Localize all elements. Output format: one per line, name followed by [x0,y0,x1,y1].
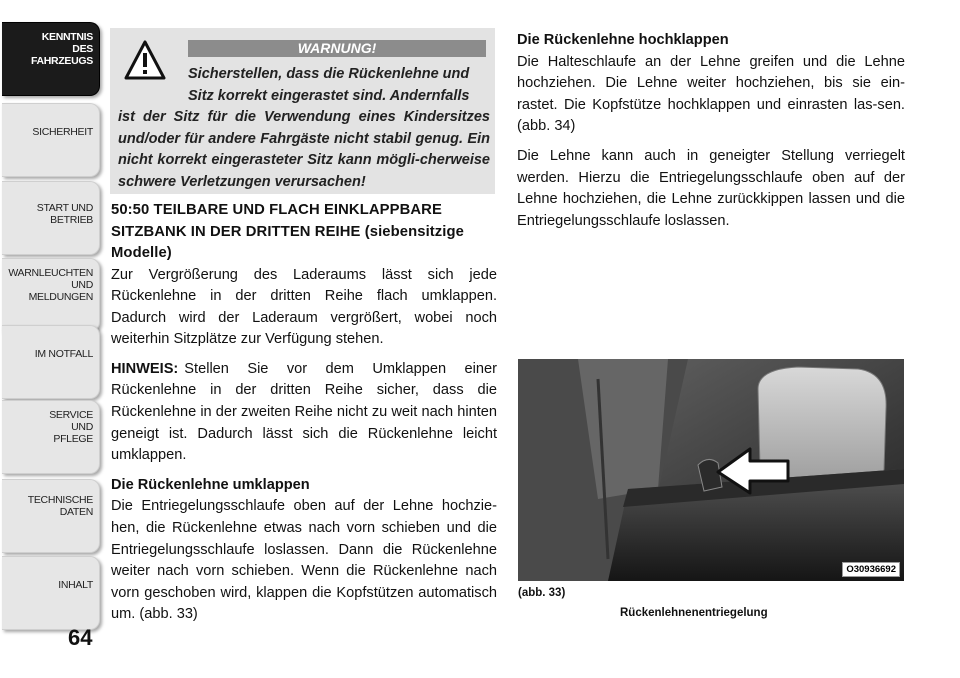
seat-release-photo [518,359,904,581]
hinweis-label: HINWEIS: [111,360,179,377]
photo-code: O30936692 [842,562,900,577]
tab-label: SERVICE UND PFLEGE [49,409,93,445]
tab-sicherheit[interactable] [2,103,100,177]
tab-service-und-pflege[interactable] [2,400,100,474]
tab-label: START UND BETRIEB [36,202,93,226]
tab-inhalt[interactable] [2,556,100,630]
hinweis-paragraph [111,359,497,467]
hinweis-text: Stellen Sie vor dem Umklappen einer Rückenlehne in der dritten Reihe sicher, dass die Rückenlehne in der zweiten Reihe nicht zu weit nach hinten geneigt ist. Dadurch lässt sich die Rückenlehne leicht umklappen. [111,360,497,464]
tab-label: SICHERHEIT [32,126,93,138]
warning-rest: ist der Sitz für die Verwendung eines Kindersitzes und/oder für andere Fahrgäste nicht stabil genug. Ein nicht korrekt eingerasteter Sitz kann mögli-cherweise schwere Verletzungen verursachen! [118,109,490,190]
tab-label: WARNLEUCHTEN UND MELDUNGEN [8,267,93,303]
figure-caption: Rückenlehnenentriegelung [620,607,768,619]
warning-line-2: Sitz korrekt eingerastet sind. Andernfalls [188,87,470,104]
warning-header: WARNUNG! [188,40,486,57]
fold-paragraph: Die Entriegelungsschlaufe oben auf der Lehne hochzie-hen, die Rückenlehne etwas nach vorn schieben und die Entriegelungsschlaufe loslassen. Dann die Rückenlehne weiter nach vorn schieben. Wenn die Rückenlehne nach vorn geschoben wird, klappen die Kopfstützen automatisch um. (abb. 33) [111,498,497,623]
tab-label: TECHNISCHE DATEN [27,494,93,518]
tab-label: INHALT [58,579,93,591]
left-column [111,200,497,626]
fold-heading: Die Rückenlehne umklappen [111,476,310,493]
tab-im-notfall[interactable] [2,325,100,399]
tab-start-und-betrieb[interactable] [2,181,100,255]
tab-label: KENNTNIS DES FAHRZEUGS [30,31,93,67]
warning-line-1: Sicherstellen, dass die Rückenlehne und [188,66,470,82]
right-column [517,30,905,232]
section-heading: 50:50 TEILBARE UND FLACH EINKLAPPBARE SITZBANK IN DER DRITTEN REIHE (siebensitzige Modelle) [111,202,464,261]
tab-label: IM NOTFALL [34,348,93,360]
inclined-paragraph: Die Lehne kann auch in geneigter Stellung verriegelt werden. Hierzu die Entriegelungsschlaufe oben auf der Lehne hochziehen, die Lehne zurückkippen lassen und die Entriegelungsschlaufe loslassen. [517,147,905,229]
seat-photo-illustration [518,359,904,581]
page-number: 64 [68,625,93,650]
tab-technische-daten[interactable] [2,479,100,553]
raise-paragraph: Die Halteschlaufe an der Lehne greifen und die Lehne hochziehen. Die Lehne weiter hochziehen, bis sie ein-rastet. Die Kopfstütze hochklappen und einrasten las-sen. (abb. 34) [517,53,905,135]
warning-box [110,28,495,194]
tab-kenntnis-des-fahrzeugs[interactable] [2,22,100,96]
figure-label: (abb. 33) [518,587,566,599]
warning-text [118,64,490,193]
raise-heading: Die Rückenlehne hochklappen [517,32,729,48]
tab-warnleuchten-und-meldungen[interactable] [2,258,100,332]
intro-paragraph: Zur Vergrößerung des Laderaums lässt sich jede Rückenlehne in der dritten Reihe flach umklappen. Dadurch wird der Laderaum vergrößert, wobei noch weiterhin Sitzplätze zur Verfügung stehen. [111,266,497,348]
